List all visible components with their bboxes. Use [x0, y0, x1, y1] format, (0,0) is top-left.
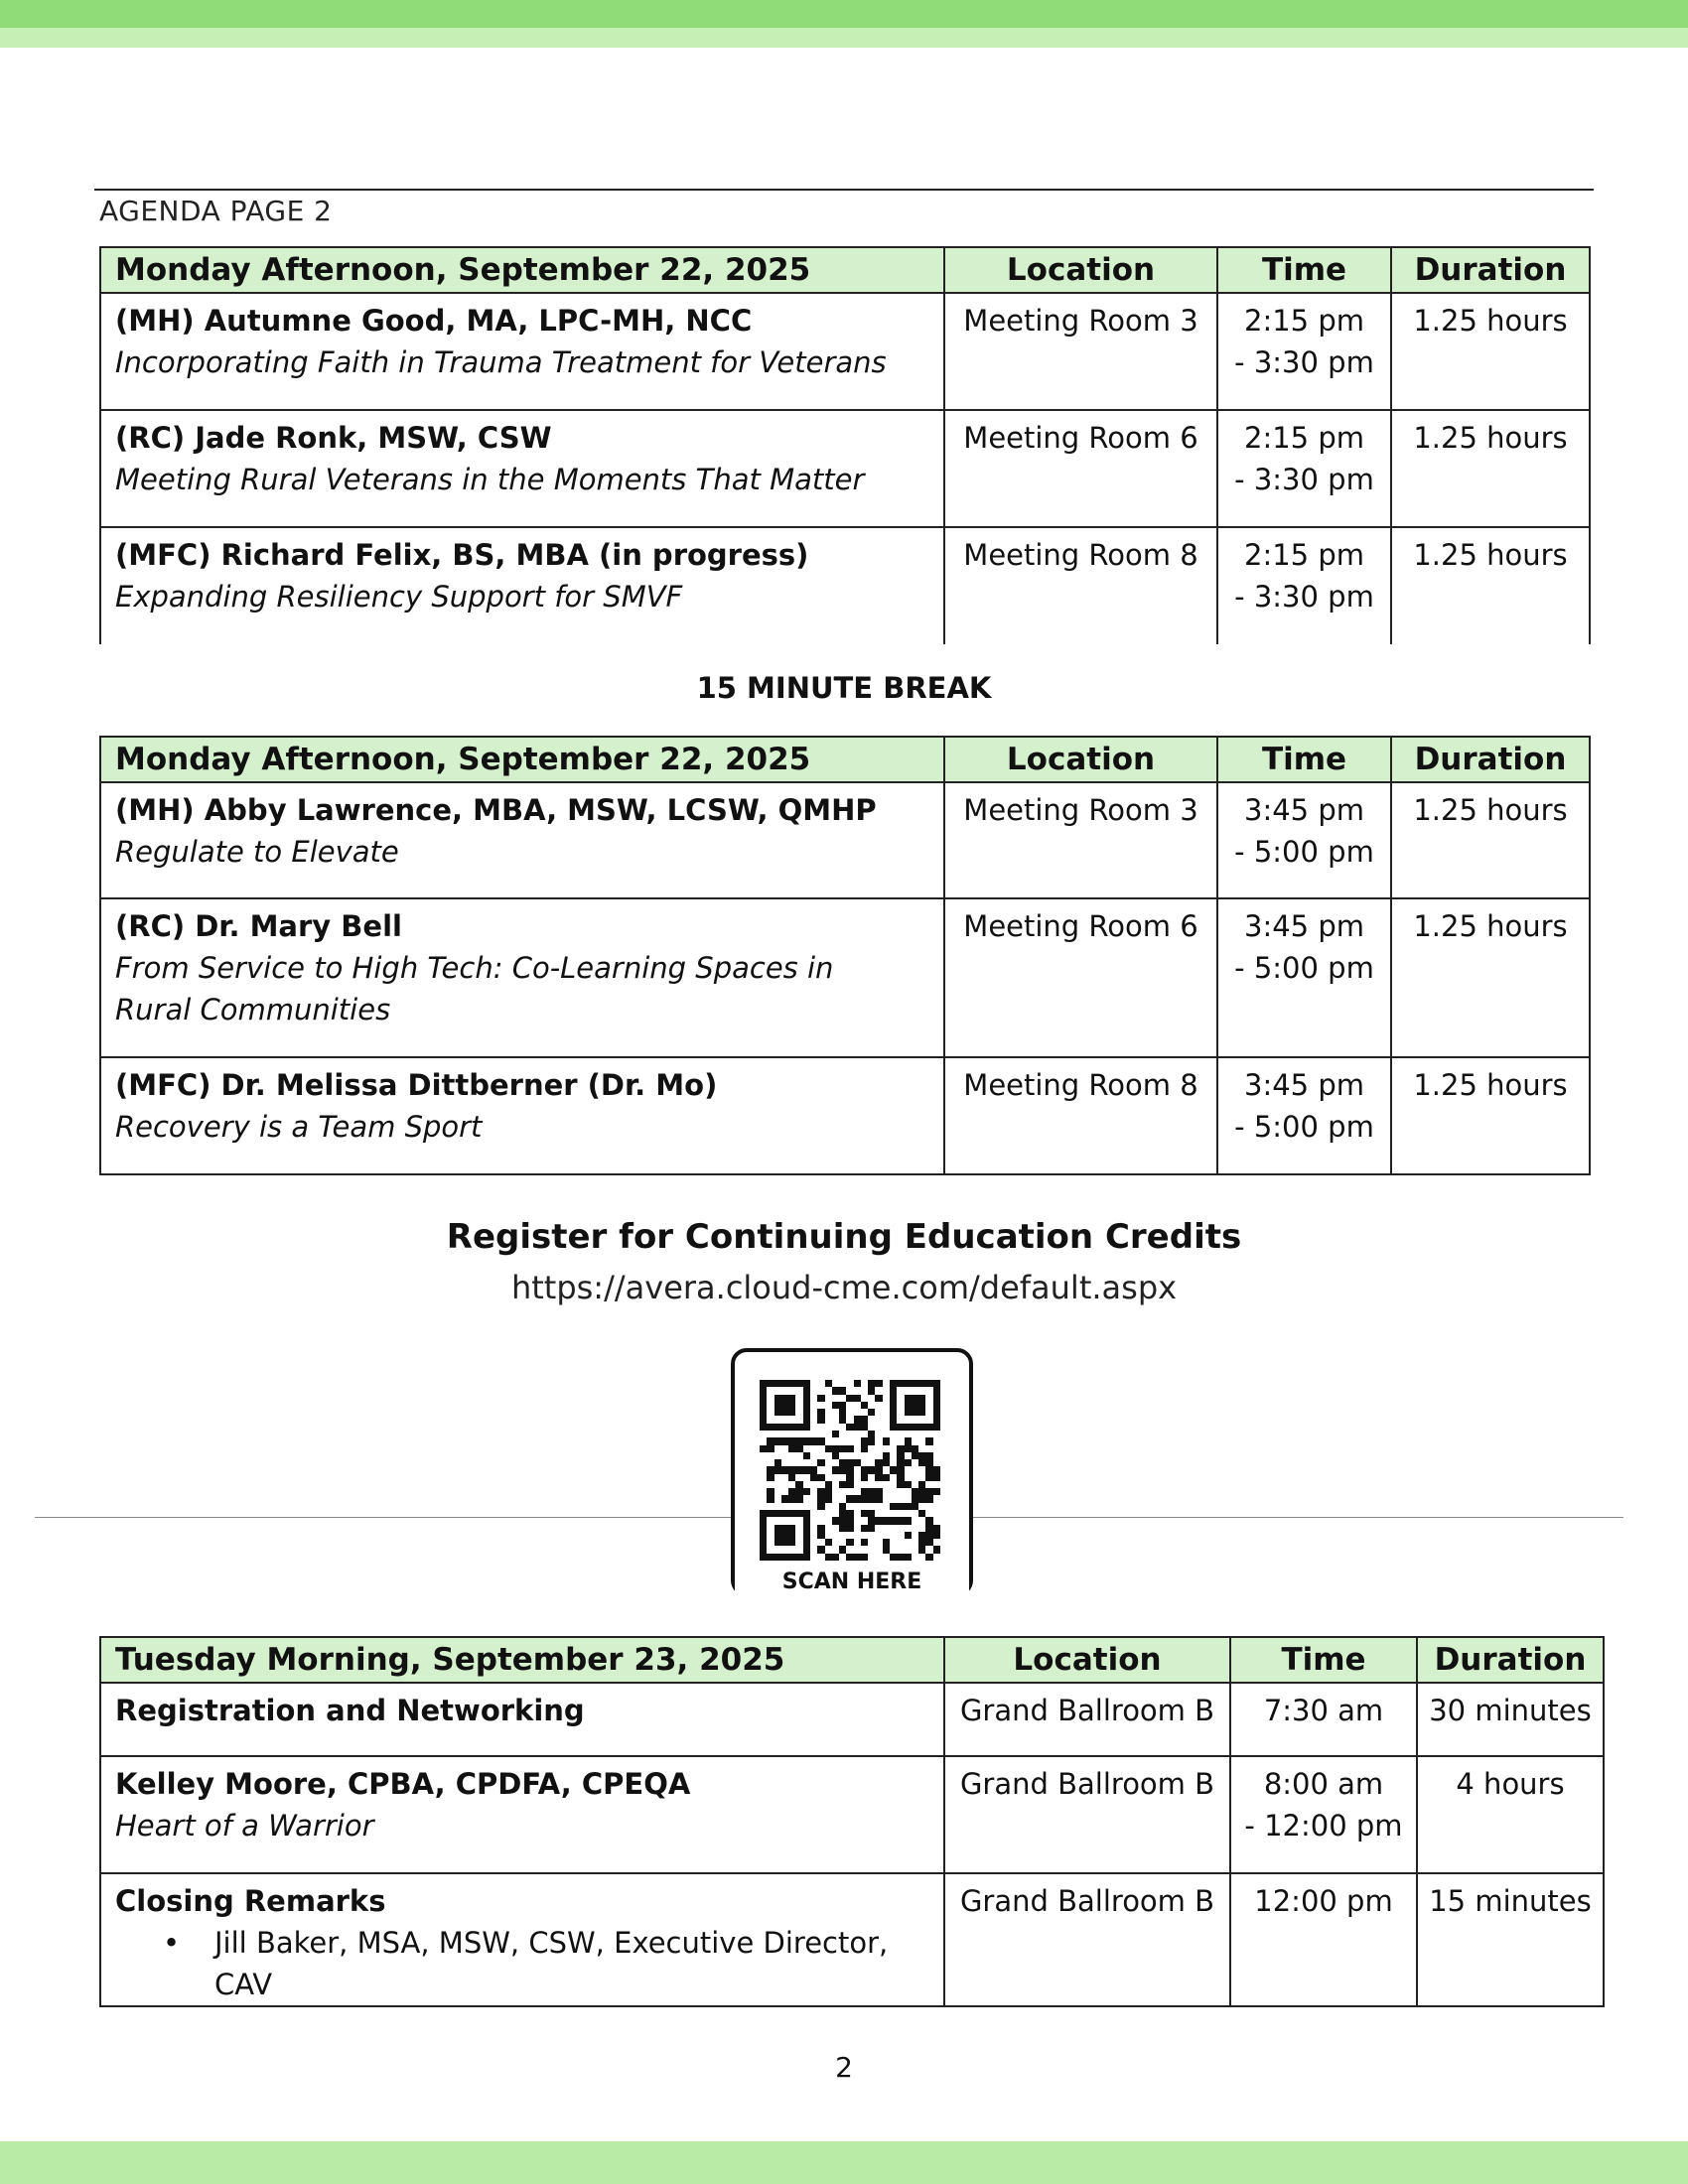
time-end: - 5:00 pm	[1234, 951, 1374, 985]
agenda-table-monday-afternoon-1	[99, 246, 1591, 644]
duration-cell: 1.25 hours	[1391, 293, 1590, 410]
time-heading: Time	[1217, 737, 1391, 782]
table-header-row	[100, 1637, 1604, 1683]
session-cell	[100, 1873, 944, 2006]
duration-cell: 30 minutes	[1417, 1683, 1604, 1756]
time-end: - 3:30 pm	[1234, 345, 1374, 379]
duration-cell: 1.25 hours	[1391, 527, 1590, 644]
session-cell	[100, 1756, 944, 1873]
location-heading: Location	[944, 1637, 1230, 1683]
qr-scan-label: SCAN HERE	[735, 1569, 969, 1596]
speaker-name: (RC) Dr. Mary Bell	[115, 909, 402, 943]
time-cell	[1217, 293, 1391, 410]
qr-code[interactable]	[731, 1348, 973, 1596]
register-heading: Register for Continuing Education Credits	[446, 1217, 1242, 1257]
page-number: 2	[835, 2051, 853, 2084]
time-cell	[1217, 527, 1391, 644]
duration-cell: 4 hours	[1417, 1756, 1604, 1873]
table-row	[100, 782, 1590, 898]
location-heading: Location	[944, 247, 1217, 293]
session-cell	[100, 898, 944, 1057]
time-cell	[1217, 410, 1391, 527]
duration-cell: 15 minutes	[1417, 1873, 1604, 2006]
table-row	[100, 410, 1590, 527]
session-name: Registration and Networking	[115, 1694, 585, 1727]
time-end: - 5:00 pm	[1234, 1110, 1374, 1144]
time-start: 2:15 pm	[1244, 538, 1364, 572]
table-row	[100, 1756, 1604, 1873]
time-cell	[1217, 782, 1391, 898]
day-heading: Monday Afternoon, September 22, 2025	[100, 247, 944, 293]
location-cell: Meeting Room 8	[944, 527, 1217, 644]
time-cell	[1230, 1683, 1417, 1756]
session-title: Meeting Rural Veterans in the Moments That Matter	[115, 463, 865, 496]
table-row	[100, 898, 1590, 1057]
table-row	[100, 1057, 1590, 1174]
session-cell	[100, 527, 944, 644]
time-heading: Time	[1230, 1637, 1417, 1683]
session-title: From Service to High Tech: Co-Learning Spaces in Rural Communities	[115, 951, 834, 1026]
time-start: 3:45 pm	[1244, 1068, 1364, 1102]
bullet-text: Jill Baker, MSA, MSW, CSW, Executive Director, CAV	[214, 1926, 889, 2001]
break-label: 15 MINUTE BREAK	[696, 671, 992, 705]
time-start: 12:00 pm	[1254, 1884, 1393, 1918]
location-cell: Meeting Room 3	[944, 293, 1217, 410]
location-heading: Location	[944, 737, 1217, 782]
time-cell	[1217, 898, 1391, 1057]
session-title: Expanding Resiliency Support for SMVF	[115, 580, 683, 614]
table-header-row	[100, 247, 1590, 293]
day-heading: Monday Afternoon, September 22, 2025	[100, 737, 944, 782]
session-title: Heart of a Warrior	[115, 1809, 374, 1843]
time-start: 3:45 pm	[1244, 909, 1364, 943]
duration-cell: 1.25 hours	[1391, 410, 1590, 527]
time-start: 2:15 pm	[1244, 421, 1364, 455]
top-accent-band-light	[0, 28, 1688, 48]
location-cell: Grand Ballroom B	[944, 1756, 1230, 1873]
session-cell	[100, 1683, 944, 1756]
table-row	[100, 293, 1590, 410]
agenda-table-tuesday-morning	[99, 1636, 1605, 2007]
time-start: 7:30 am	[1263, 1694, 1384, 1727]
top-accent-band	[0, 0, 1688, 28]
time-start: 8:00 am	[1263, 1767, 1384, 1801]
time-cell	[1230, 1873, 1417, 2006]
session-title: Incorporating Faith in Trauma Treatment for Veterans	[115, 345, 887, 379]
session-name: Closing Remarks	[115, 1884, 386, 1918]
session-title: Regulate to Elevate	[115, 835, 399, 869]
table-row	[100, 527, 1590, 644]
session-cell	[100, 410, 944, 527]
bottom-accent-band	[0, 2141, 1688, 2184]
qr-code-pattern	[760, 1380, 940, 1561]
location-cell: Meeting Room 8	[944, 1057, 1217, 1174]
time-end: - 12:00 pm	[1244, 1809, 1403, 1843]
speaker-name: (MH) Abby Lawrence, MBA, MSW, LCSW, QMHP	[115, 793, 877, 827]
table-header-row	[100, 737, 1590, 782]
duration-heading: Duration	[1417, 1637, 1604, 1683]
location-cell: Meeting Room 3	[944, 782, 1217, 898]
speaker-name: (MH) Autumne Good, MA, LPC-MH, NCC	[115, 304, 753, 338]
duration-cell: 1.25 hours	[1391, 898, 1590, 1057]
table-row	[100, 1683, 1604, 1756]
time-end: - 3:30 pm	[1234, 463, 1374, 496]
speaker-name: Kelley Moore, CPBA, CPDFA, CPEQA	[115, 1767, 691, 1801]
location-cell: Meeting Room 6	[944, 898, 1217, 1057]
page-label: AGENDA PAGE 2	[99, 195, 333, 227]
location-cell: Meeting Room 6	[944, 410, 1217, 527]
header-rule	[94, 189, 1594, 191]
duration-cell: 1.25 hours	[1391, 1057, 1590, 1174]
time-cell	[1230, 1756, 1417, 1873]
time-heading: Time	[1217, 247, 1391, 293]
session-title: Recovery is a Team Sport	[115, 1110, 483, 1144]
register-url-link[interactable]: https://avera.cloud-cme.com/default.aspx	[510, 1269, 1178, 1306]
bullet-item	[115, 1922, 929, 2005]
table-row	[100, 1873, 1604, 2006]
session-cell	[100, 1057, 944, 1174]
speaker-name: (MFC) Dr. Melissa Dittberner (Dr. Mo)	[115, 1068, 718, 1102]
time-cell	[1217, 1057, 1391, 1174]
session-cell	[100, 293, 944, 410]
location-cell: Grand Ballroom B	[944, 1683, 1230, 1756]
time-start: 2:15 pm	[1244, 304, 1364, 338]
agenda-table-monday-afternoon-2	[99, 736, 1591, 1175]
time-end: - 3:30 pm	[1234, 580, 1374, 614]
speaker-name: (MFC) Richard Felix, BS, MBA (in progress)	[115, 538, 809, 572]
duration-heading: Duration	[1391, 247, 1590, 293]
time-start: 3:45 pm	[1244, 793, 1364, 827]
bullet-dot: •	[163, 1926, 181, 1960]
day-heading: Tuesday Morning, September 23, 2025	[100, 1637, 944, 1683]
session-cell	[100, 782, 944, 898]
duration-heading: Duration	[1391, 737, 1590, 782]
duration-cell: 1.25 hours	[1391, 782, 1590, 898]
location-cell: Grand Ballroom B	[944, 1873, 1230, 2006]
time-end: - 5:00 pm	[1234, 835, 1374, 869]
speaker-name: (RC) Jade Ronk, MSW, CSW	[115, 421, 552, 455]
